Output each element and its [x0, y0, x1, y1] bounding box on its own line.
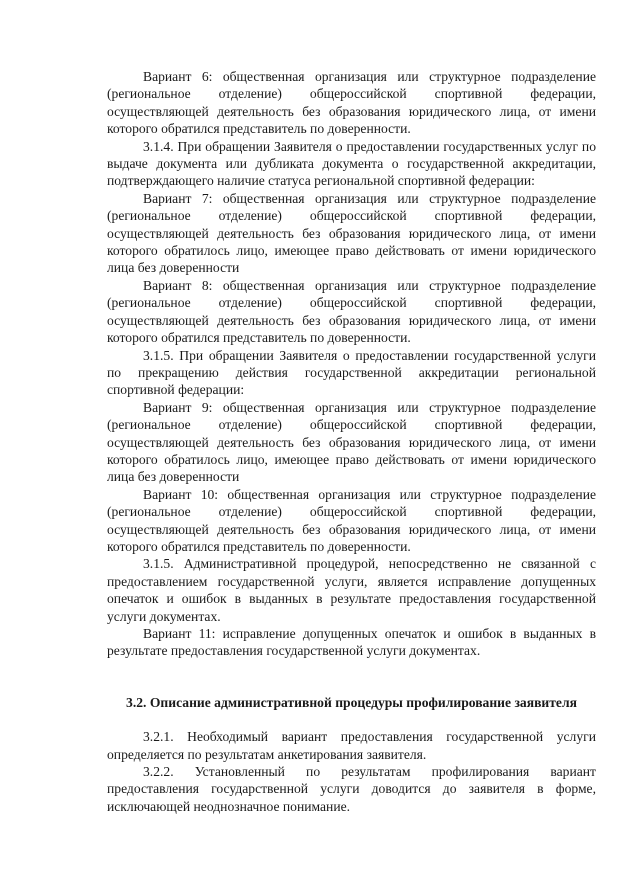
paragraph-variant-9: Вариант 9: общественная организация или структурное подразделение (региональное отделение) общероссийской спортивной федерации, осуществляющей деятельность без образования юридического лица, от имени которого обратилось лицо, имеющее право действовать от имени юридического лица без доверенности [107, 399, 596, 485]
paragraph-3-1-5-administrative: 3.1.5. Административной процедурой, непосредственно не связанной с предоставлением государственной услуги, является исправление допущенных опечаток и ошибок в выданных в результате предоставления государственной услуги документах. [107, 556, 596, 624]
heading-spacer [107, 711, 596, 728]
paragraph-3-2-1: 3.2.1. Необходимый вариант предоставления государственной услуги определяется по результатам анкетирования заявителя. [107, 729, 596, 762]
paragraph-3-2-2: 3.2.2. Установленный по результатам профилирования вариант предоставления государственной услуги доводится до заявителя в форме, исключающей неоднозначное понимание. [107, 764, 596, 814]
paragraph-variant-7: Вариант 7: общественная организация или структурное подразделение (региональное отделение) общероссийской спортивной федерации, осуществляющей деятельность без образования юридического лица, от имени которого обратилось лицо, имеющее право действовать от имени юридического лица без доверенности [107, 190, 596, 276]
paragraph-variant-8: Вариант 8: общественная организация или структурное подразделение (региональное отделение) общероссийской спортивной федерации, осуществляющей деятельность без образования юридического лица, от имени которого обратился представитель по доверенности. [107, 277, 596, 346]
section-heading: 3.2. Описание административной процедуры профилирование заявителя [126, 694, 577, 710]
paragraph-3-1-4: 3.1.4. При обращении Заявителя о предоставлении государственных услуг по выдаче документа или дубликата документа о государственной аккредитации, подтверждающего наличие статуса региональной спортивной федерации: [107, 138, 596, 189]
paragraph-3-1-5-termination: 3.1.5. При обращении Заявителя о предоставлении государственной услуги по прекращению действия государственной аккредитации региональной спортивной федерации: [107, 347, 596, 398]
document-page [107, 68, 596, 815]
paragraph-variant-6: Вариант 6: общественная организация или структурное подразделение (региональное отделение) общероссийской спортивной федерации, осуществляющей деятельность без образования юридического лица, от имени которого обратился представитель по доверенности. [107, 69, 596, 137]
paragraph-variant-10: Вариант 10: общественная организация или структурное подразделение (региональное отделение) общероссийской спортивной федерации, осуществляющей деятельность без образования юридического лица, от имени которого обратился представитель по доверенности. [107, 486, 596, 554]
paragraph-variant-11: Вариант 11: исправление допущенных опечаток и ошибок в выданных в результате предоставления государственной услуги документах. [107, 626, 596, 659]
